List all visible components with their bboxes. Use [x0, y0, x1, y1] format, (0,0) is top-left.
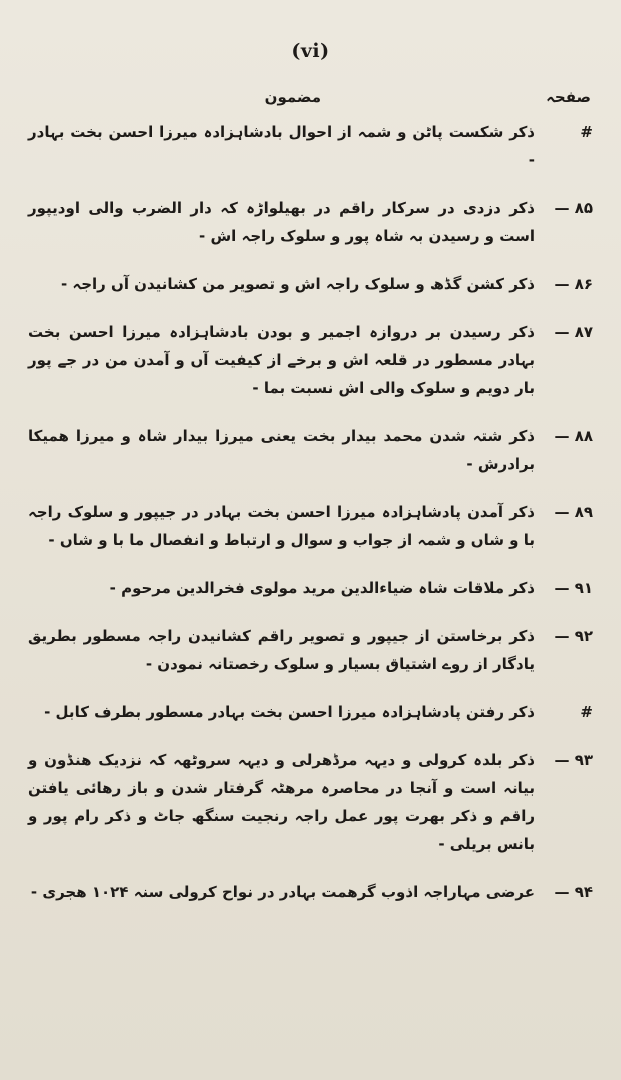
contents-entry [28, 878, 593, 906]
contents-entry [28, 118, 593, 174]
entry-text: ذکر رسیدن بر دروازہ اجمیر و بودن بادشاہزادہ میرزا احسن بخت بہادر مسطور در قلعہ اش و برخے از کیفیت آں و آمدن من در جے پور بار دویم و سلوک والی اش نسبت بما - [28, 323, 535, 397]
contents-entry [28, 270, 593, 298]
entry-page-number: ۸۷ — [554, 323, 593, 341]
contents-entry [28, 622, 593, 678]
entry-text: ذکر آمدن پادشاہزادہ میرزا احسن بخت بہادر در جیپور و سلوک راجہ با و شاں و شمہ از جواب و سوال و ارتباط و انفصال ما با و شاں - [28, 503, 535, 549]
entry-text: ذکر رفتن پادشاہزادہ میرزا احسن بخت بہادر مسطور بطرف کابل - [44, 703, 535, 721]
entry-text: ذکر بلدہ کرولی و دیہہ مرڈھرلی و دیہہ سروٹھہ کہ نزدیک هنڈون و بیانہ است و آنجا در محاصرہ مرهٹہ گرفتار شدن و باز رهائی یافتن راقم و ذکر بھرت پور عمل راجہ رنجیت سنگھ جاٹ و ذکر رام پور و بانس بریلی - [28, 751, 535, 853]
contents-list [28, 118, 593, 926]
entry-text: ذکر ملاقات شاہ ضیاءالدین مرید مولوی فخرالدین مرحوم - [109, 579, 535, 597]
entry-text: ذکر کشن گڈھ و سلوک راجہ اش و تصویر من کشانیدن آں راجہ - [60, 275, 535, 293]
entry-page-number: ۸۵ — [554, 199, 593, 217]
entry-page-number: ۹۴ — [554, 883, 593, 901]
subject-column-heading: مضمون [264, 88, 321, 106]
entry-page-number: # [580, 703, 593, 721]
entry-text: ذکر دزدی در سرکار راقم در بھیلواڑہ کہ دار الضرب والی اودیپور است و رسیدن بہ شاہ پور و سلوک راجہ اش - [28, 199, 535, 245]
entry-page-number: ۸۹ — [554, 503, 593, 521]
contents-entry [28, 498, 593, 554]
contents-entry [28, 574, 593, 602]
entry-page-number: # [580, 123, 593, 141]
entry-text: ذکر شتہ شدن محمد بیدار بخت یعنی میرزا بیدار شاہ و میرزا همیکا برادرش - [28, 427, 535, 473]
contents-entry [28, 698, 593, 726]
entry-text: ذکر برخاستن از جیپور و تصویر راقم کشانیدن راجہ مسطور بطریق یادگار از روے اشتیاق بسیار و سلوک رخصتانہ نمودن - [28, 627, 535, 673]
entry-page-number: ۸۶ — [554, 275, 593, 293]
contents-entry [28, 318, 593, 402]
page-column-heading: صفحہ [546, 88, 591, 106]
entry-text: عرضی مہاراجہ اذوب گرهمت بہادر در نواح کرولی سنہ ۱۰۲۴ هجری - [30, 883, 535, 901]
entry-text: ذکر شکست پاٹن و شمہ از احوال بادشاہزادہ میرزا احسن بخت بہادر - [28, 123, 535, 169]
contents-entry [28, 746, 593, 858]
contents-entry [28, 422, 593, 478]
contents-entry [28, 194, 593, 250]
entry-page-number: ۹۳ — [554, 751, 593, 769]
entry-page-number: ۹۱ — [554, 579, 593, 597]
entry-page-number: ۹۲ — [554, 627, 593, 645]
page-number: (vi) [291, 40, 330, 62]
entry-page-number: ۸۸ — [554, 427, 593, 445]
